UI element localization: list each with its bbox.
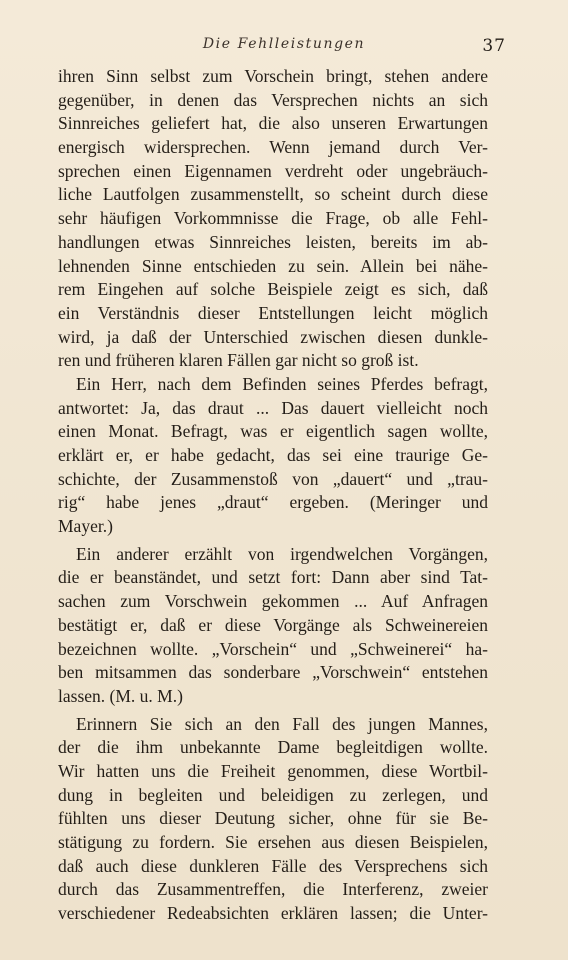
text-line: erklärt er, er habe gedacht, das sei eine traurige Ge-	[58, 445, 488, 465]
text-line: gegenüber, in denen das Versprechen nichts an sich	[58, 89, 488, 110]
text-line: Erinnern Sie sich an den Fall des jungen Mannes,	[76, 713, 488, 734]
text-line: dung in begleiten und beleidigen zu zerlegen, und	[58, 784, 488, 805]
text-line: Mayer.)	[58, 516, 113, 537]
text-line: einen Monat. Befragt, was er eigentlich sagen wollte,	[58, 421, 488, 442]
text-line: bestätigt er, daß er diese Vorgänge als Schweinereien	[58, 614, 488, 635]
text-line: die er beanständet, und setzt fort: Dann aber sind Tat-	[58, 567, 488, 588]
text-line: liche Lautfolgen zusammenstellt, so scheint durch diese	[58, 184, 488, 205]
text-line: wird, ja daß der Unterschied zwischen diesen dunkle-	[58, 326, 488, 347]
text-line: rig“ habe jenes „draut“ ergeben. (Meringer und	[58, 492, 488, 513]
text-line: durch das Zusammentreffen, die Interferenz, zweier	[58, 879, 488, 900]
text-line: ein Verständnis dieser Entstellungen leicht möglich	[58, 302, 488, 323]
text-line: handlungen etwas Sinnreiches leisten, bereits im ab-	[58, 231, 488, 252]
running-head	[58, 36, 510, 66]
text-line: daß auch diese dunkleren Fälle des Versprechens sich	[58, 855, 488, 876]
text-line: der die ihm unbekannte Dame begleitdigen wollte.	[58, 737, 488, 758]
text-line: antwortet: Ja, das draut ... Das dauert vielleicht noch	[58, 397, 488, 418]
body-text	[58, 65, 488, 926]
text-line: sachen zum Vorschwein gekommen ... Auf Anfragen	[58, 591, 488, 612]
text-line: verschiedener Redeabsichten erklären lassen; die Unter-	[58, 903, 488, 924]
text-line: stätigung zu fordern. Sie ersehen aus diesen Beispielen,	[58, 832, 488, 852]
text-line: schichte, der Zusammenstoß von „dauert“ und „trau-	[58, 468, 488, 489]
text-line: rem Eingehen auf solche Beispiele zeigt es sich, daß	[58, 279, 488, 300]
paragraph-4	[58, 713, 488, 926]
paragraph-1	[58, 65, 488, 373]
running-head-title: Die Fehlleistungen	[202, 36, 366, 52]
text-line: lassen. (M. u. M.)	[58, 685, 183, 706]
text-line: ben mitsammen das sonderbare „Vorschwein“ entstehen	[58, 662, 488, 683]
text-line: Wir hatten uns die Freiheit genommen, diese Wortbil-	[58, 760, 488, 781]
text-line: Ein Herr, nach dem Befinden seines Pferdes befragt,	[76, 373, 488, 394]
text-line: ihren Sinn selbst zum Vorschein bringt, stehen andere	[58, 66, 488, 86]
paragraph-3	[58, 543, 488, 709]
text-line: sprechen einen Eigennamen verdreht oder ungebräuch-	[58, 160, 488, 181]
text-line: lehnenden Sinne entschieden zu sein. Allein bei nähe-	[58, 255, 488, 276]
text-line: ren und früheren klaren Fällen gar nicht so groß ist.	[58, 350, 419, 371]
text-line: energisch widersprechen. Wenn jemand durch Ver-	[58, 137, 488, 158]
text-line: Ein anderer erzählt von irgendwelchen Vorgängen,	[76, 543, 488, 564]
text-line: sehr häufigen Vorkommnisse die Frage, ob alle Fehl-	[58, 208, 488, 229]
paragraph-2	[58, 373, 488, 539]
text-line: fühlten uns dieser Deutung sicher, ohne für sie Be-	[58, 808, 488, 829]
text-line: Sinnreiches geliefert hat, die also unseren Erwartungen	[58, 113, 488, 134]
text-line: bezeichnen wollte. „Vorschein“ und „Schweinerei“ ha-	[58, 638, 488, 659]
page-number: 37	[482, 36, 506, 56]
